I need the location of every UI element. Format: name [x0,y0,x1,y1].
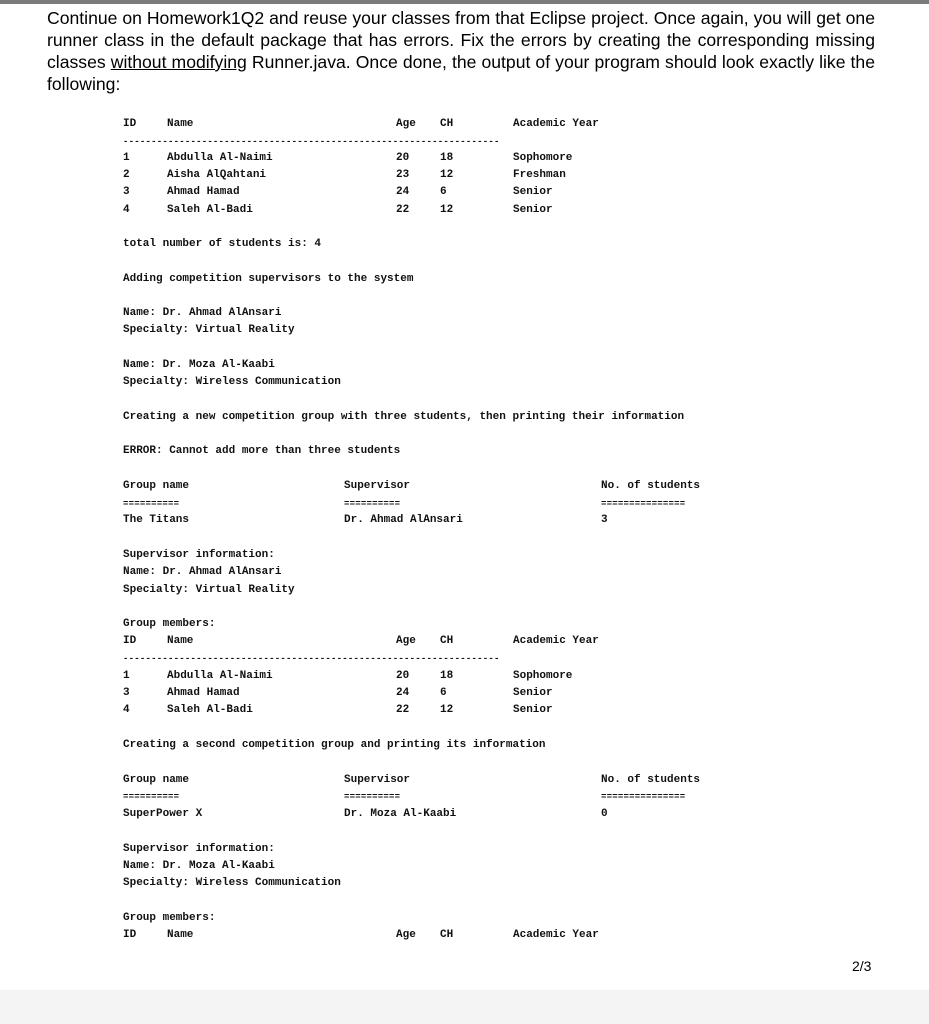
supervisor-1-specialty: Specialty: Virtual Reality [123,324,295,336]
group2-sup-info-label: Supervisor information: [123,843,275,855]
header-id: ID [123,118,137,130]
header-ch: CH [440,118,454,130]
group1-sup-specialty: Specialty: Virtual Reality [123,584,295,596]
supervisors-heading: Adding competition supervisors to the system [123,273,414,285]
group2-eq-sep-1: ========== [123,792,180,802]
group2-count: 0 [601,808,608,820]
group1-member-1-age: 20 [396,670,410,682]
group2-sup-specialty: Specialty: Wireless Communication [123,877,341,889]
group1-header-group: Group name [123,480,190,492]
group1-member-1-name: Abdulla Al-Naimi [167,670,273,682]
table-row-3-name: Ahmad Hamad [167,186,240,198]
table-row-2-ch: 12 [440,169,454,181]
group1-header-count: No. of students [601,480,701,492]
table-row-1-id: 1 [123,152,130,164]
group1-member-3-id: 4 [123,704,130,716]
group1-intro: Creating a new competition group with three students, then printing their information [123,411,685,423]
group1-sup-name: Name: Dr. Ahmad AlAnsari [123,566,282,578]
group1-header-supervisor: Supervisor [344,480,411,492]
table-row-2-id: 2 [123,169,130,181]
group1-header-age: Age [396,635,416,647]
group2-members-label: Group members: [123,912,216,924]
intro-paragraph [47,7,875,95]
table-row-3-year: Senior [513,186,553,198]
table-row-1-year: Sophomore [513,152,573,164]
document-page [0,4,929,990]
table-row-4-name: Saleh Al-Badi [167,204,253,216]
group1-member-2-ch: 6 [440,687,447,699]
header-name: Name [167,118,194,130]
group2-sup-name: Name: Dr. Moza Al-Kaabi [123,860,275,872]
group2-header-ch: CH [440,929,454,941]
table-row-2-year: Freshman [513,169,566,181]
group1-member-2-name: Ahmad Hamad [167,687,240,699]
group1-header-ch: CH [440,635,454,647]
group1-sup-info-label: Supervisor information: [123,549,275,561]
table-row-1-age: 20 [396,152,410,164]
group2-header-id: ID [123,929,137,941]
group1-member-1-year: Sophomore [513,670,573,682]
table-row-4-id: 4 [123,204,130,216]
group1-member-3-year: Senior [513,704,553,716]
group1-member-3-age: 22 [396,704,410,716]
group2-header-name: Name [167,929,194,941]
group2-header-supervisor: Supervisor [344,774,411,786]
group1-header-id: ID [123,635,137,647]
group1-supervisor: Dr. Ahmad AlAnsari [344,514,463,526]
table-dash-separator: ------------------------------------------------------------------- [123,137,500,147]
group1-count: 3 [601,514,608,526]
total-students-line: total number of students is: 4 [123,238,322,250]
table-row-3-id: 3 [123,186,130,198]
group1-member-3-name: Saleh Al-Badi [167,704,253,716]
group2-header-age: Age [396,929,416,941]
intro-text-2: Runner.java. Once done, the output of your program should look exactly like the following: [47,52,875,94]
group1-eq-sep-1: ========== [123,499,180,509]
table-row-2-age: 23 [396,169,410,181]
header-age: Age [396,118,416,130]
header-year: Academic Year [513,118,599,130]
intro-text-1: Continue on Homework1Q2 and reuse your classes from that Eclipse project. Once again, you will get one runner class in the default package that has errors. Fix the errors by creating the corresponding missing classes [47,8,875,72]
group1-dash-separator: ------------------------------------------------------------------- [123,654,500,664]
group1-member-1-ch: 18 [440,670,454,682]
group2-intro: Creating a second competition group and printing its information [123,739,546,751]
table-row-3-ch: 6 [440,186,447,198]
group1-members-label: Group members: [123,618,216,630]
group2-header-group: Group name [123,774,190,786]
group2-name: SuperPower X [123,808,203,820]
group1-member-1-id: 1 [123,670,130,682]
group1-header-name: Name [167,635,194,647]
table-row-4-age: 22 [396,204,410,216]
group1-member-2-year: Senior [513,687,553,699]
group1-error: ERROR: Cannot add more than three students [123,445,401,457]
supervisor-1-name: Name: Dr. Ahmad AlAnsari [123,307,282,319]
group1-header-year: Academic Year [513,635,599,647]
table-row-2-name: Aisha AlQahtani [167,169,267,181]
table-row-1-name: Abdulla Al-Naimi [167,152,273,164]
group1-member-2-age: 24 [396,687,410,699]
intro-underlined: without modifying [110,52,247,72]
group2-eq-sep-2: ========== [344,792,401,802]
supervisor-2-specialty: Specialty: Wireless Communication [123,376,341,388]
group2-eq-sep-3: =============== [601,792,686,802]
table-row-3-age: 24 [396,186,410,198]
group2-header-count: No. of students [601,774,701,786]
group1-name: The Titans [123,514,190,526]
group2-supervisor: Dr. Moza Al-Kaabi [344,808,457,820]
table-row-4-ch: 12 [440,204,454,216]
group1-member-3-ch: 12 [440,704,454,716]
supervisor-2-name: Name: Dr. Moza Al-Kaabi [123,359,275,371]
group1-eq-sep-2: ========== [344,499,401,509]
group1-eq-sep-3: =============== [601,499,686,509]
group1-member-2-id: 3 [123,687,130,699]
group2-header-year: Academic Year [513,929,599,941]
table-row-1-ch: 18 [440,152,454,164]
table-row-4-year: Senior [513,204,553,216]
page-number: 2/3 [852,958,872,974]
